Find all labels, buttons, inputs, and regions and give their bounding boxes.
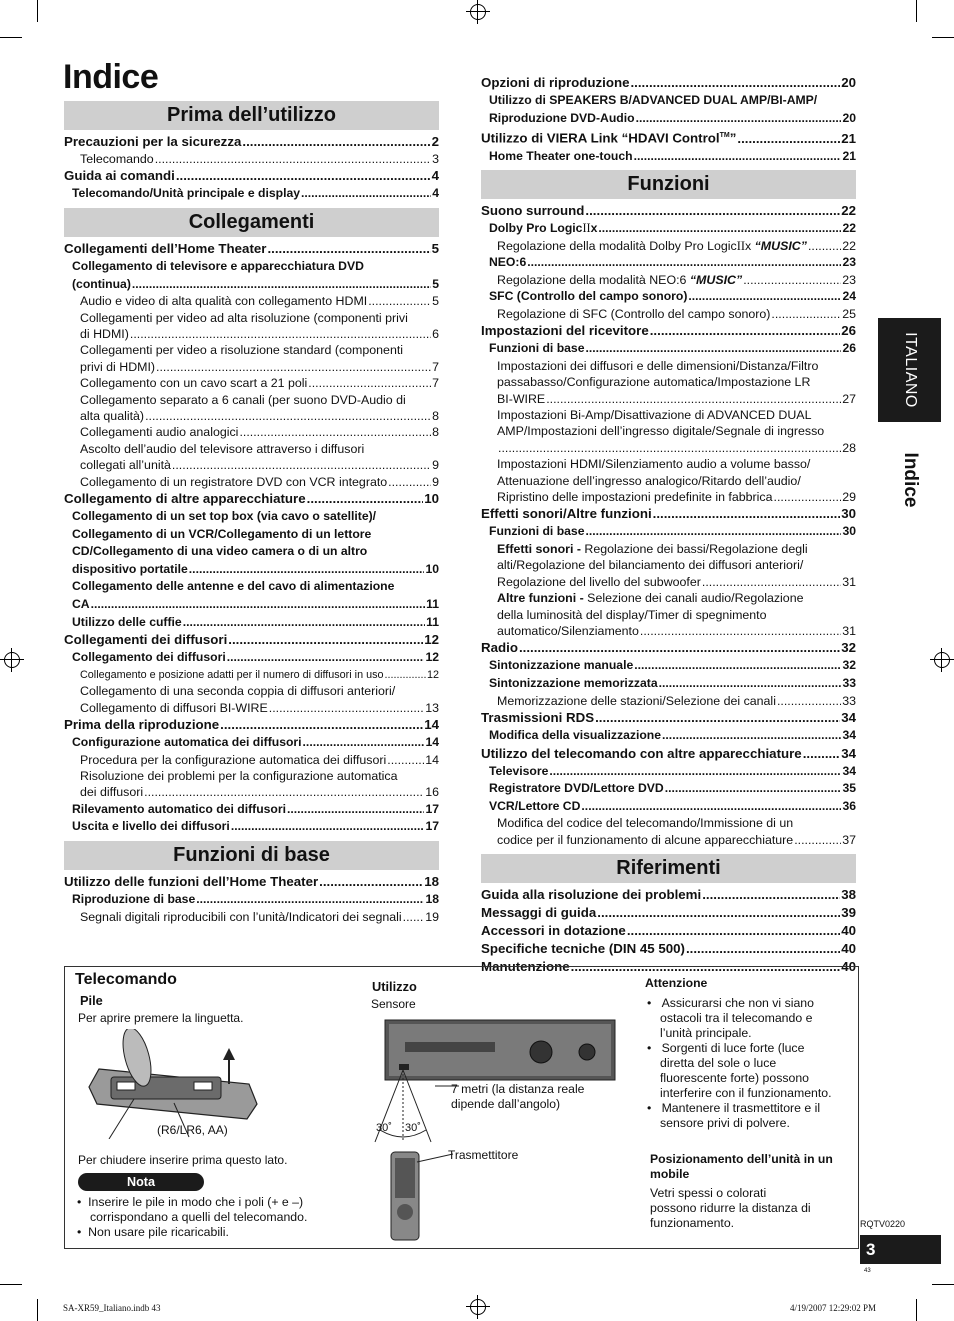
- toc-entry[interactable]: Collegamento di altre apparecchiature ..... 10: [64, 490, 439, 508]
- crop-mark: [916, 1299, 917, 1321]
- positioning-text: [650, 1186, 811, 1231]
- box-heading: Telecomando: [75, 971, 177, 988]
- language-tab-label: ITALIANO: [901, 332, 919, 408]
- nota-item: corrispondano a quelli del telecomando.: [90, 1210, 308, 1224]
- attenzione-line: fluorescente forte) possono: [660, 1071, 810, 1085]
- crop-mark: [0, 37, 22, 38]
- toc-entry-text: CD/Collegamento di una video camera o di un altro: [72, 544, 368, 559]
- attenzione-item: • Assicurarsi che non vi siano: [647, 996, 814, 1010]
- section-heading: Funzioni di base: [64, 841, 439, 870]
- toc-entry[interactable]: automatico/Silenziamento ..... 31: [481, 623, 856, 639]
- registration-mark-icon: [470, 1299, 486, 1315]
- language-tab: [878, 318, 941, 422]
- toc-entry[interactable]: Messaggi di guida ..... 39: [481, 904, 856, 922]
- section-heading: Funzioni: [481, 170, 856, 199]
- toc-entry[interactable]: BI-WIRE ..... 27: [481, 391, 856, 407]
- attenzione-heading: Attenzione: [645, 976, 708, 990]
- toc-entry[interactable]: Specifiche tecniche (DIN 45 500) ..... 40: [481, 940, 856, 958]
- crop-mark: [916, 0, 917, 22]
- page-title: Indice: [63, 58, 159, 96]
- section-heading: Collegamenti: [64, 208, 439, 237]
- toc-entry-text: Effetti sonori - Regolazione dei bassi/Regolazione degli: [497, 542, 808, 557]
- positioning-title-line: Posizionamento dell’unità in un: [650, 1152, 833, 1166]
- utilizzo-heading: Utilizzo: [372, 979, 417, 994]
- toc-entry[interactable]: Utilizzo di VIERA Link “HDAVI Control™” ..... 21: [481, 127, 856, 147]
- footer-timestamp: 4/19/2007 12:29:02 PM: [790, 1303, 877, 1313]
- toc-entry[interactable]: Collegamento con un cavo scart a 21 poli ..... 7: [64, 375, 439, 391]
- toc-entry-text: Collegamento di una seconda coppia di diffusori anteriori/: [80, 684, 396, 699]
- angle-right-label: 30˚: [405, 1122, 421, 1134]
- toc-entry[interactable]: Rilevamento automatico dei diffusori ..... 17: [64, 801, 439, 819]
- toc-entry-text: Collegamento di un VCR/Collegamento di un lettore: [72, 526, 372, 541]
- attenzione-line: interferire con il funzionamento.: [660, 1086, 832, 1100]
- toc-entry[interactable]: CA ..... 11: [64, 596, 439, 614]
- toc-entry[interactable]: Collegamento e posizione adatti per il numero di diffusori in uso ..... 12: [64, 667, 439, 683]
- toc-entry[interactable]: Impostazioni del ricevitore ..... 26: [481, 322, 856, 340]
- toc-entry[interactable]: NEO:6 ..... 23: [481, 254, 856, 272]
- toc-entry-text: Attenuazione dell’ingresso analogico/Ritardo dell’audio/: [497, 473, 801, 488]
- toc-entry-text: Altre funzioni - Selezione dei canali audio/Regolazione: [497, 591, 804, 606]
- toc-entry-text: Impostazioni HDMI/Silenziamento audio a volume basso/: [497, 457, 811, 472]
- side-title-label: Indice: [899, 452, 921, 508]
- footer-file: SA-XR59_Italiano.indb 43: [63, 1303, 161, 1313]
- section-heading: Riferimenti: [481, 854, 856, 883]
- toc-entry[interactable]: Collegamenti dei diffusori ..... 12: [64, 631, 439, 649]
- toc-entry[interactable]: Memorizzazione delle stazioni/Selezione dei canali ..... 33: [481, 693, 856, 709]
- toc-entry[interactable]: Segnali digitali riproducibili con l’unità/Indicatori dei segnali ..... 19: [64, 909, 439, 925]
- toc-entry-text: AMP/Impostazioni dell’ingresso digitale/Segnale di ingresso: [497, 424, 825, 439]
- toc-entry[interactable]: Ripristino delle impostazioni predefinite in fabbrica ..... 29: [481, 489, 856, 505]
- toc-entry[interactable]: Collegamento dei diffusori ..... 12: [64, 649, 439, 667]
- registration-mark-icon: [934, 652, 950, 668]
- toc-entry[interactable]: Dolby Pro LogicIIx ..... 22: [481, 220, 856, 238]
- toc-entry[interactable]: dei diffusori ..... 16: [64, 784, 439, 800]
- receiver-illustration: [365, 1012, 625, 1242]
- toc-entry-text: passabasso/Configurazione automatica/Impostazione LR: [497, 375, 811, 390]
- toc-entry[interactable]: Guida alla risoluzione dei problemi ..... 38: [481, 886, 856, 904]
- toc-entry[interactable]: Telecomando ..... 3: [64, 151, 439, 167]
- nota-label: Nota: [127, 1175, 155, 1189]
- toc-entry-text: Collegamenti per video a risoluzione standard (componenti: [80, 343, 404, 358]
- toc-entry[interactable]: Regolazione del livello del subwoofer ..... 31: [481, 574, 856, 590]
- toc-entry[interactable]: Registratore DVD/Lettore DVD ..... 35: [481, 780, 856, 798]
- toc-entry[interactable]: collegati all’unità ..... 9: [64, 457, 439, 473]
- sensore-label: Sensore: [371, 997, 416, 1011]
- toc-entry[interactable]: Configurazione automatica dei diffusori ..... 14: [64, 734, 439, 752]
- toc-entry[interactable]: Riproduzione di base ..... 18: [64, 891, 439, 909]
- toc-entry[interactable]: Regolazione di SFC (Controllo del campo sonoro) ..... 25: [481, 306, 856, 322]
- toc-entry[interactable]: Modifica della visualizzazione ..... 34: [481, 727, 856, 745]
- page-number: 3: [860, 1235, 941, 1264]
- toc-entry[interactable]: Audio e video di alta qualità con collegamento HDMI ..... 5: [64, 293, 439, 309]
- toc-entry[interactable]: Opzioni di riproduzione ..... 20: [481, 74, 856, 92]
- positioning-line: possono ridurre la distanza di: [650, 1201, 811, 1215]
- toc-entry[interactable]: Sintonizzazione manuale ..... 32: [481, 657, 856, 675]
- toc-entry[interactable]: Regolazione della modalità Dolby Pro LogicIIx “MUSIC” ..... 22: [481, 238, 856, 254]
- toc-entry[interactable]: Collegamenti audio analogici ..... 8: [64, 424, 439, 440]
- attenzione-item: • Sorgenti di luce forte (luce: [647, 1041, 805, 1055]
- toc-entry[interactable]: Telecomando/Unità principale e display ..... 4: [64, 185, 439, 203]
- toc-entry[interactable]: Utilizzo delle funzioni dell’Home Theater ..... 18: [64, 873, 439, 891]
- toc-entry[interactable]: Collegamento di un registratore DVD con VCR integrato ..... 9: [64, 474, 439, 490]
- section-heading: Prima dell’utilizzo: [64, 101, 439, 130]
- pile-heading: Pile: [80, 993, 103, 1008]
- toc-entry-text: alti/Regolazione del bilanciamento dei diffusori anteriori/: [497, 558, 804, 573]
- toc-entry-text: Collegamento di un set top box (via cavo o satellite)/: [72, 509, 377, 524]
- toc-entry[interactable]: alta qualità) ..... 8: [64, 408, 439, 424]
- positioning-title-line: mobile: [650, 1167, 690, 1181]
- toc-entry-text: Modifica del codice del telecomando/Immissione di un: [497, 816, 794, 831]
- remote-control-box: [64, 966, 859, 1249]
- toc-entry[interactable]: Collegamenti dell’Home Theater ..... 5: [64, 240, 439, 258]
- document-code: RQTV0220: [860, 1219, 906, 1229]
- toc-entry[interactable]: Trasmissioni RDS ..... 34: [481, 709, 856, 727]
- toc-entry[interactable]: Radio ..... 32: [481, 639, 856, 657]
- registration-mark-icon: [470, 4, 486, 20]
- toc-entry[interactable]: ..... 28: [481, 440, 856, 456]
- nota-item: • Inserire le pile in modo che i poli (+ e –): [77, 1195, 304, 1209]
- toc-entry[interactable]: Prima della riproduzione ..... 14: [64, 716, 439, 734]
- insert-instruction: Per chiudere inserire prima questo lato.: [78, 1153, 288, 1167]
- toc-entry-text: della luminosità del display/Timer di spegnimento: [497, 607, 767, 622]
- toc-entry[interactable]: dispositivo portatile ..... 10: [64, 561, 439, 579]
- attenzione-line: sensore privi di polvere.: [660, 1116, 790, 1130]
- distance-line: 7 metri (la distanza reale: [451, 1082, 585, 1096]
- toc-entry[interactable]: Televisore ..... 34: [481, 763, 856, 781]
- crop-mark: [37, 1299, 38, 1321]
- toc-entry[interactable]: Regolazione della modalità NEO:6 “MUSIC” ..... 23: [481, 272, 856, 288]
- toc-entry[interactable]: Utilizzo del telecomando con altre apparecchiature ..... 34: [481, 745, 856, 763]
- toc-entry[interactable]: Collegamento di diffusori BI-WIRE ..... 13: [64, 700, 439, 716]
- side-title: [878, 430, 941, 530]
- toc-entry[interactable]: Utilizzo delle cuffie ..... 11: [64, 614, 439, 632]
- angle-left-label: 30˚: [376, 1122, 392, 1134]
- toc-entry[interactable]: Guida ai comandi ..... 4: [64, 167, 439, 185]
- tiny-page-number: 43: [864, 1268, 871, 1274]
- toc-entry-text: Collegamento separato a 6 canali (per suono DVD-Audio di: [80, 392, 406, 407]
- toc-entry[interactable]: Suono surround ..... 22: [481, 202, 856, 220]
- attenzione-list: [647, 996, 832, 1131]
- toc-entry[interactable]: Sintonizzazione memorizzata ..... 33: [481, 675, 856, 693]
- toc-entry[interactable]: Procedura per la configurazione automatica dei diffusori ..... 14: [64, 752, 439, 768]
- toc-entry[interactable]: codice per il funzionamento di alcune apparecchiature ..... 37: [481, 832, 856, 848]
- toc-entry[interactable]: Accessori in dotazione ..... 40: [481, 922, 856, 940]
- nota-item: • Non usare pile ricaricabili.: [77, 1225, 229, 1239]
- toc-entry-text: Collegamento di televisore e apparecchiatura DVD: [72, 259, 364, 273]
- toc-entry[interactable]: Precauzioni per la sicurezza ..... 2: [64, 133, 439, 151]
- attenzione-line: diretta del sole o luce: [660, 1056, 777, 1070]
- trasmettitore-label: Trasmettitore: [448, 1148, 519, 1162]
- nota-list: [77, 1195, 307, 1240]
- toc-entry[interactable]: VCR/Lettore CD ..... 36: [481, 798, 856, 816]
- toc-entry[interactable]: di HDMI) ..... 6: [64, 326, 439, 342]
- toc-entry-text: Utilizzo di SPEAKERS B/ADVANCED DUAL AMP/BI-AMP/: [489, 93, 818, 107]
- toc-entry[interactable]: Funzioni di base ..... 30: [481, 523, 856, 541]
- attenzione-line: l’unità principale.: [660, 1026, 752, 1040]
- toc-entry[interactable]: Riproduzione DVD-Audio ..... 20: [481, 110, 856, 128]
- open-instruction: Per aprire premere la linguetta.: [78, 1011, 244, 1025]
- crop-mark: [0, 1284, 22, 1285]
- toc-entry[interactable]: privi di HDMI) ..... 7: [64, 359, 439, 375]
- toc-left-column: [64, 101, 439, 925]
- battery-type-label: (R6/LR6, AA): [157, 1123, 228, 1137]
- toc-entry[interactable]: Home Theater one-touch ..... 21: [481, 148, 856, 166]
- positioning-heading: [650, 1152, 833, 1182]
- toc-entry[interactable]: Manutenzione ..... 40: [481, 958, 856, 976]
- crop-mark: [932, 37, 954, 38]
- crop-mark: [932, 1284, 954, 1285]
- toc-entry-text: Ascolto dell’audio del televisore attraverso i diffusori: [80, 441, 365, 456]
- attenzione-item: • Mantenere il trasmettitore e il: [647, 1101, 821, 1115]
- attenzione-line: ostacoli tra il telecomando e: [660, 1011, 813, 1025]
- positioning-line: Vetri spessi o colorati: [650, 1186, 767, 1200]
- toc-entry-text: Impostazioni dei diffusori e delle dimensioni/Distanza/Filtro: [497, 358, 819, 373]
- registration-mark-icon: [4, 652, 20, 668]
- positioning-line: funzionamento.: [650, 1216, 735, 1230]
- toc-entry-text: Collegamenti per video ad alta risoluzione (componenti privi: [80, 310, 408, 325]
- distance-note: [451, 1082, 584, 1112]
- toc-entry-text: Impostazioni Bi-Amp/Disattivazione di ADVANCED DUAL: [497, 408, 812, 423]
- distance-line: dipende dall’angolo): [451, 1097, 561, 1111]
- toc-entry[interactable]: Funzioni di base ..... 26: [481, 340, 856, 358]
- toc-entry-text: Risoluzione dei problemi per la configurazione automatica: [80, 769, 398, 784]
- nota-badge: [78, 1173, 204, 1191]
- toc-entry[interactable]: Effetti sonori/Altre funzioni ..... 30: [481, 505, 856, 523]
- crop-mark: [37, 0, 38, 22]
- toc-entry[interactable]: (continua) ..... 5: [64, 276, 439, 294]
- toc-entry[interactable]: Uscita e livello dei diffusori ..... 17: [64, 818, 439, 836]
- toc-right-column: [481, 74, 856, 976]
- toc-entry[interactable]: SFC (Controllo del campo sonoro) ..... 24: [481, 288, 856, 306]
- toc-entry-text: Collegamento delle antenne e del cavo di alimentazione: [72, 579, 395, 594]
